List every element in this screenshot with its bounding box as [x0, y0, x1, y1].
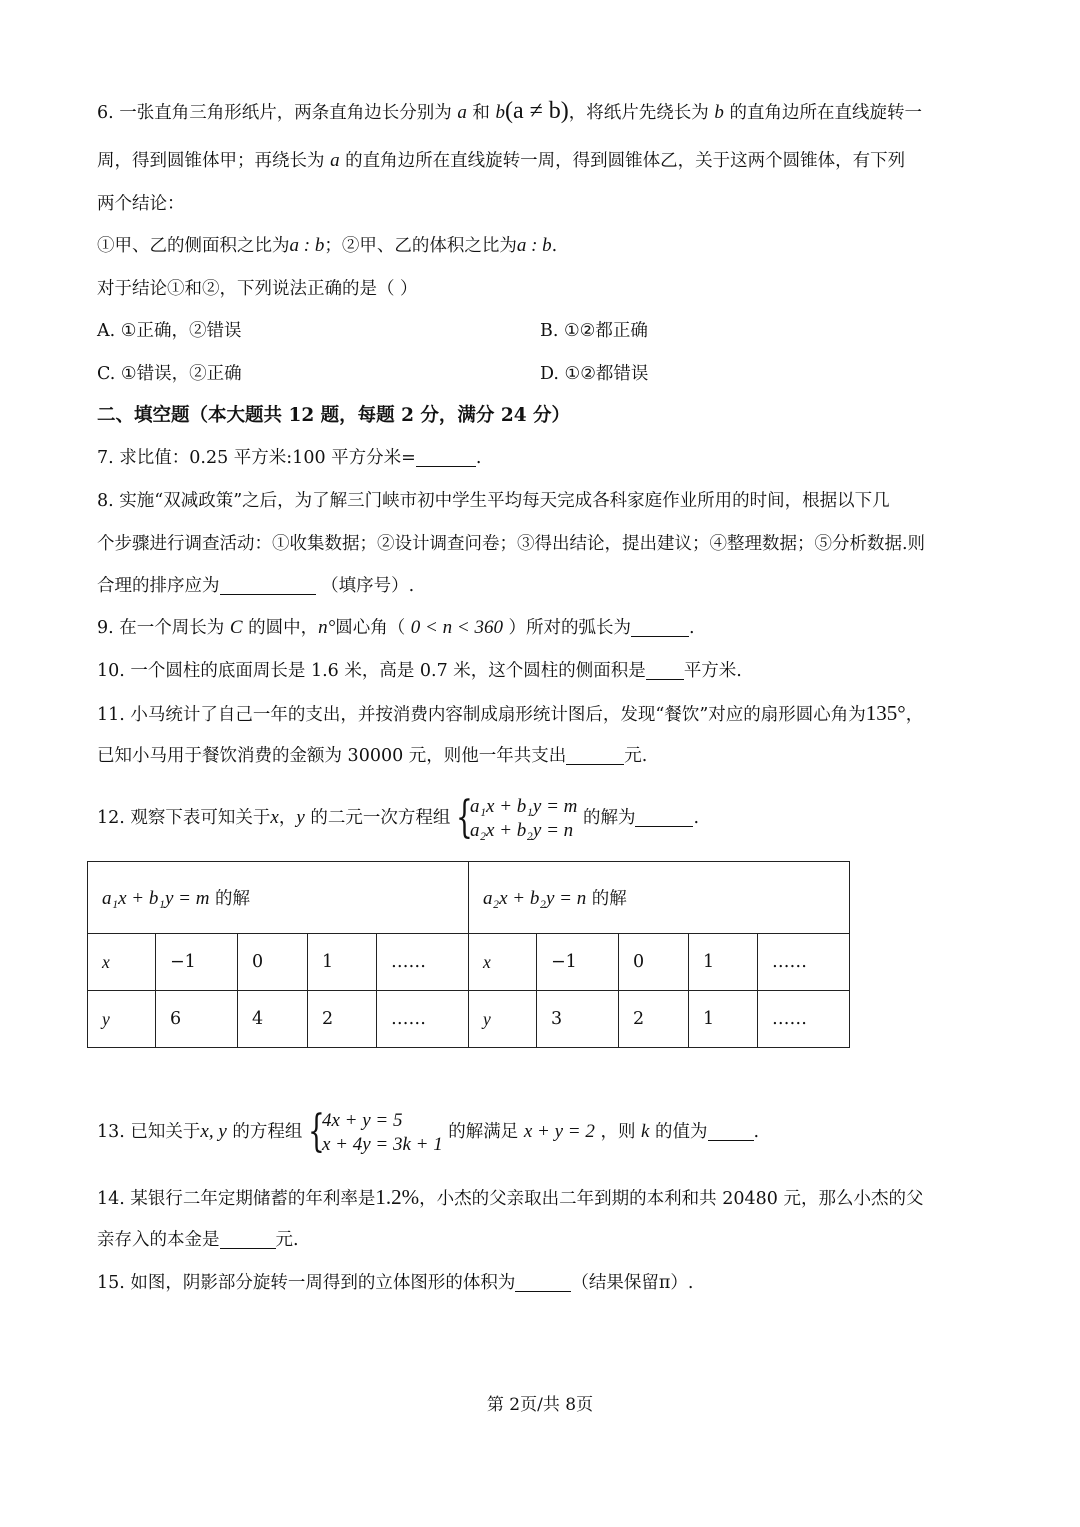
answer-blank [220, 574, 316, 595]
q14-line-2: 亲存入的本金是 元. [97, 1230, 299, 1250]
answer-blank [416, 446, 476, 467]
table-header-2: a₂x + b₂y = n 的解 [469, 862, 850, 934]
q6-line-3: 两个结论： [97, 194, 185, 214]
equation-system: { a₁x + b₁y = m a₂x + b₂y = n [455, 791, 578, 843]
q12: 12. 观察下表可知关于x，y 的二元一次方程组 { a₁x + b₁y = m a₂x + b₂y = n 的解为 . [97, 791, 700, 843]
table-header-1: a₁x + b₁y = m 的解 [88, 862, 469, 934]
q6-option-c: C. ①错误，②正确 [97, 364, 242, 384]
table-header-row [88, 862, 850, 934]
answer-blank [635, 806, 693, 827]
section-heading: 二、填空题（本大题共 12 题，每题 2 分，满分 24 分） [97, 405, 571, 426]
left-brace: { [307, 1105, 325, 1157]
q11-line-2: 已知小马用于餐饮消费的金额为 30000 元，则他一年共支出 元. [97, 746, 648, 766]
answer-blank [646, 659, 684, 680]
q7: 7. 求比值：0.25 平方米:100 平方分米= . [97, 448, 482, 468]
q15: 15. 如图，阴影部分旋转一周得到的立体图形的体积为 （结果保留π）. [97, 1273, 694, 1293]
q14-line-1: 14. 某银行二年定期储蓄的年利率是1.2%，小杰的父亲取出二年到期的本利和共 20480 元，那么小杰的父 [97, 1185, 924, 1209]
q8-line-1: 8. 实施“双减政策”之后，为了解三门峡市初中学生平均每天完成各科家庭作业所用的时间，根据以下几 [97, 491, 890, 511]
q6-line-4: ①甲、乙的侧面积之比为a : b；②甲、乙的体积之比为a : b. [97, 235, 558, 256]
solution-table [87, 861, 850, 1048]
q6-line-1: 6. 一张直角三角形纸片，两条直角边长分别为 a 和 b(a ≠ b)，将纸片先绕长为 b 的直角边所在直线旋转一 [97, 98, 922, 124]
q11-line-1: 11. 小马统计了自己一年的支出，并按消费内容制成扇形统计图后，发现“餐饮”对应的扇形圆心角为135°， [97, 701, 924, 725]
answer-blank [515, 1271, 571, 1292]
q6-option-b: B. ①②都正确 [540, 321, 648, 341]
page-footer: 第 2页/共 8页 [486, 1395, 594, 1415]
equation-system: { 4x + y = 5 x + 4y = 3k + 1 [307, 1105, 443, 1157]
q8-line-3: 合理的排序应为 （填序号）. [97, 576, 415, 596]
q10: 10. 一个圆柱的底面周长是 1.6 米，高是 0.7 米，这个圆柱的侧面积是 平方米. [97, 661, 742, 681]
q6-condition: (a ≠ b) [504, 98, 569, 124]
left-brace: { [455, 791, 473, 843]
q13: 13. 已知关于x, y 的方程组 { 4x + y = 5 x + 4y = 3k + 1 的解满足 x + y = 2 ，则 k 的值为 . [97, 1105, 760, 1157]
table-row-x: x −1 0 1 …… x −1 0 1 …… [88, 934, 850, 991]
q6-option-a: A. ①正确，②错误 [97, 321, 242, 341]
answer-blank [220, 1228, 276, 1249]
q6-option-d: D. ①②都错误 [540, 364, 649, 384]
table-row-y: y 6 4 2 …… y 3 2 1 …… [88, 991, 850, 1048]
q8-line-2: 个步骤进行调查活动：①收集数据；②设计调查问卷；③得出结论，提出建议；④整理数据；⑤分析数据.则 [97, 534, 926, 554]
q9: 9. 在一个周长为 C 的圆中，n°圆心角（ 0 < n < 360 ）所对的弧长为 . [97, 617, 695, 638]
answer-blank [708, 1120, 754, 1141]
q6-line-5: 对于结论①和②，下列说法正确的是（ ） [97, 279, 418, 299]
q6-line-2: 周，得到圆锥体甲；再绕长为 a 的直角边所在直线旋转一周，得到圆锥体乙，关于这两个圆锥体，有下列 [97, 150, 906, 171]
answer-blank [566, 744, 624, 765]
answer-blank [631, 616, 689, 637]
